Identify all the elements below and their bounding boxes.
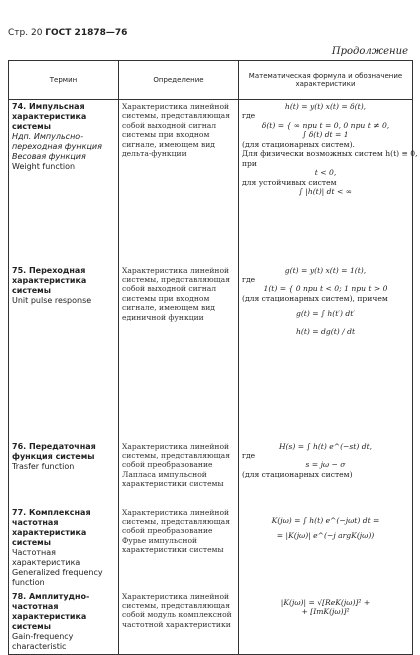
term-english: Weight function	[12, 162, 76, 171]
table-row	[9, 100, 413, 264]
formula-cell	[239, 590, 413, 655]
formula-line: ∫ δ(t) dt = 1	[302, 130, 349, 140]
formula-line: где	[242, 450, 256, 460]
formula-line: s = jω − σ	[305, 460, 346, 470]
term-cell	[9, 440, 119, 506]
term-cell	[9, 264, 119, 440]
definition-cell: Характеристика линейной системы, представляющая собой выходной сигнал системы при входном сигнале, имеющем вид единичной функции	[119, 264, 239, 440]
table-row	[9, 506, 413, 590]
formula-line: ∫ |h(t)| dt < ∞	[298, 187, 353, 197]
formula-cell	[239, 506, 413, 590]
formula-line: g(t) = ∫ h(t′) dt′	[295, 309, 356, 319]
term-english: Gain-frequency characteristic	[12, 631, 74, 651]
terms-table	[8, 60, 418, 655]
definition-cell: Характеристика линейной системы, представляющая собой выходной сигнал системы при входном сигнале, имеющем вид дельта-функции	[119, 100, 239, 264]
term-english: Generalized frequency function	[12, 567, 103, 587]
term-title: 76. Передаточная функция системы	[12, 441, 96, 461]
standard-number: ГОСТ 21878—76	[45, 28, 128, 38]
formula-line: g(t) = y(t) x(t) = 1(t),	[284, 265, 367, 275]
formula-cell	[239, 440, 413, 506]
table-row	[9, 590, 413, 655]
col-definition-header: Определение	[119, 61, 239, 100]
term-cell	[9, 100, 119, 264]
formula-line: h(t) = y(t) x(t) = δ(t),	[284, 102, 367, 111]
formula-line: K(jω) = ∫ h(t) e^(−jωt) dt =	[271, 515, 380, 525]
formula-line: |K(jω)| = √[ReK(jω)]² +	[280, 597, 371, 607]
table-row	[9, 264, 413, 440]
term-title: 77. Комплексная частотная характеристика системы	[12, 507, 91, 547]
formula-cell	[239, 264, 413, 440]
formula-line: δ(t) = { ∞ при t = 0, 0 при t ≠ 0,	[261, 120, 390, 130]
formula-line: (для стационарных систем)	[242, 469, 353, 479]
term-synonym: Ндп. Импульсно-переходная функция	[12, 132, 102, 151]
formula-line: Для физически возможных систем h(t) ≡ 0,	[242, 149, 418, 159]
definition-cell: Характеристика линейной системы, представляющая собой преобразование Лапласа импульсной характеристики системы	[119, 440, 239, 506]
formula-line: = |K(jω)| e^(−j argK(jω))	[276, 530, 375, 540]
term-synonym: Частотная характеристика	[12, 547, 81, 567]
formula-line: (для стационарных систем).	[242, 139, 355, 149]
formula-line: для устойчивых систем	[242, 177, 337, 187]
table-row	[9, 440, 413, 506]
page-header	[8, 28, 127, 38]
definition-cell: Характеристика линейной системы, представляющая собой преобразование Фурье импульсной характеристики системы	[119, 506, 239, 590]
formula-line: H(s) = ∫ h(t) e^(−st) dt,	[278, 441, 373, 451]
term-title: 75. Переходная характеристика системы	[12, 265, 87, 295]
continuation-label: Продолжение	[331, 46, 408, 57]
formula-cell	[239, 100, 418, 264]
formula-line: (для стационарных систем), причем	[242, 293, 388, 303]
formula-line: + [ImK(jω)]²	[301, 606, 350, 616]
term-synonym: Весовая функция	[12, 152, 86, 161]
term-english: Trasfer function	[12, 461, 75, 471]
col-term-header: Термин	[9, 61, 119, 100]
formula-line: где	[242, 274, 256, 284]
col-formula-header: Математическая формула и обозначение характеристики	[239, 61, 413, 100]
table-header-row	[9, 61, 413, 100]
formula-line: h(t) = dg(t) / dt	[295, 326, 356, 336]
page-number: Стр. 20	[8, 28, 43, 38]
term-title: 74. Импульсная характеристика системы	[12, 102, 87, 131]
formula-line: t < 0,	[314, 168, 337, 178]
term-title: 78. Амплитудно-частотная характеристика системы	[12, 591, 90, 631]
formula-line: где	[242, 111, 256, 121]
definition-cell: Характеристика линейной системы, представляющая собой модуль комплексной частотной характеристики	[119, 590, 239, 655]
term-cell	[9, 506, 119, 590]
term-cell	[9, 590, 119, 655]
formula-line: при	[242, 158, 257, 168]
term-english: Unit pulse response	[12, 295, 92, 305]
formula-line: 1(t) = { 0 при t < 0; 1 при t > 0	[263, 284, 388, 294]
